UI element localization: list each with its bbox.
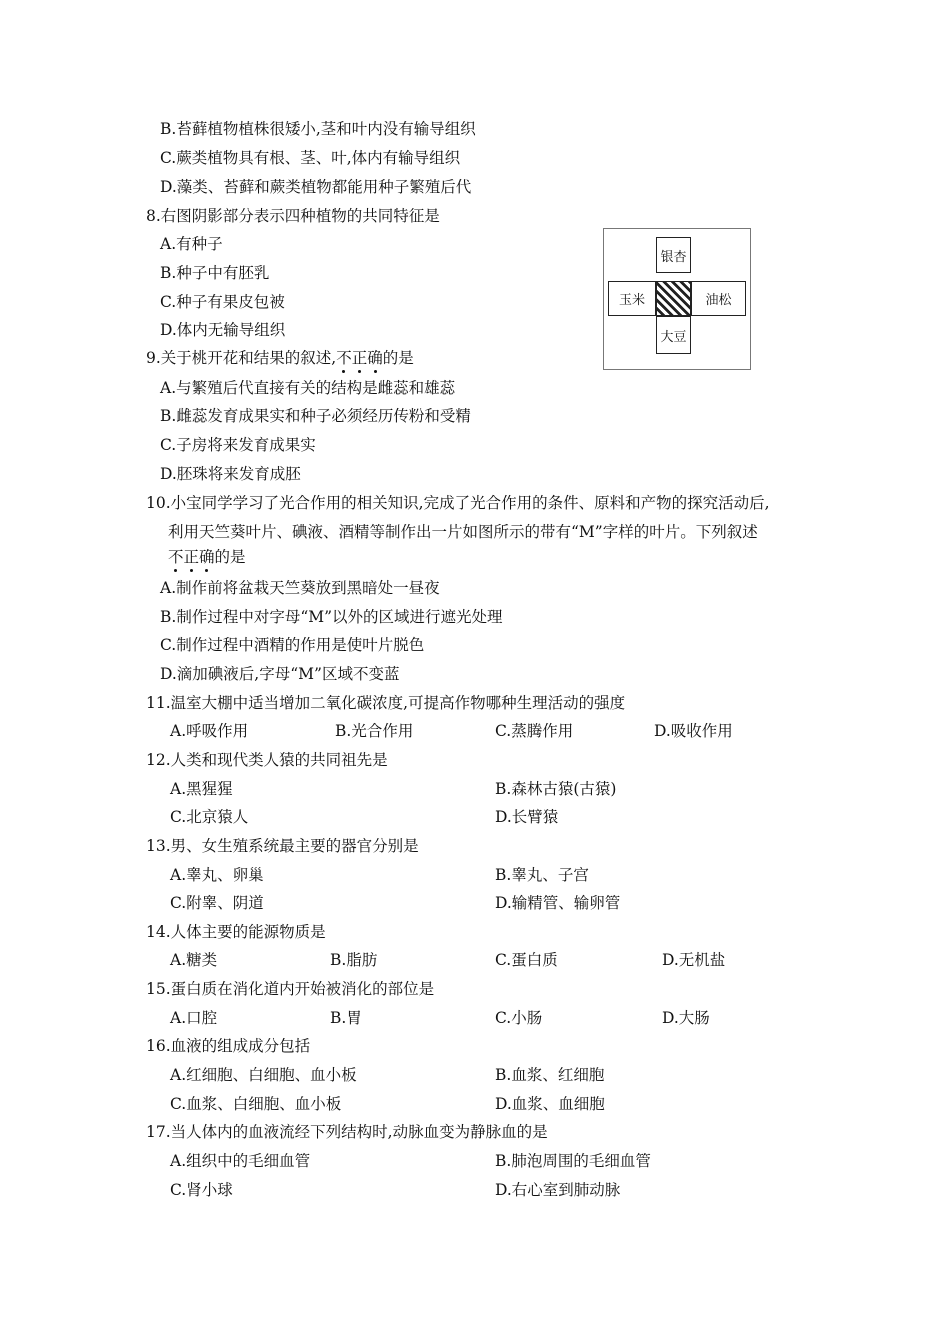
q14-option-a: A.糖类 [170,951,218,969]
q7-option-d: D.藻类、苔藓和蕨类植物都能用种子繁殖后代 [160,178,472,196]
q17-option-a: A.组织中的毛细血管 [170,1152,311,1170]
q10-option-b: B.制作过程中对字母“M”以外的区域进行遮光处理 [160,608,503,626]
q14-option-c: C.蛋白质 [495,951,558,969]
q11-option-c: C.蒸腾作用 [495,722,574,740]
q9-stem-post: 的是 [382,349,414,367]
q8-option-a: A.有种子 [160,235,223,253]
q10-stem-line3 [168,547,246,567]
q8-option-d: D.体内无输导组织 [160,321,286,339]
q10-stem-post: 的是 [214,548,246,566]
q14-option-d: D.无机盐 [662,951,726,969]
q11-option-d: D.吸收作用 [654,722,733,740]
plant-venn-figure [603,228,751,370]
figure-cell-bottom: 大豆 [656,316,691,354]
q15-option-c: C.小肠 [495,1009,543,1027]
emphasis-char: 确 [199,548,215,566]
q8-option-b: B.种子中有胚乳 [160,264,270,282]
q16-option-a: A.红细胞、白细胞、血小板 [170,1066,357,1084]
q13-option-c: C.附睾、阴道 [170,894,264,912]
emphasis-char: 正 [351,349,368,367]
q12-option-b: B.森林古猿(古猿) [495,780,617,798]
q8-stem: 8.右图阴影部分表示四种植物的共同特征是 [146,207,440,225]
q10-option-a: A.制作前将盆栽天竺葵放到黑暗处一昼夜 [160,579,440,597]
q13-option-b: B.睾丸、子宫 [495,866,589,884]
q10-stem-line2: 利用天竺葵叶片、碘液、酒精等制作出一片如图所示的带有“M”字样的叶片。下列叙述 [168,523,758,541]
q9-emphasis [336,349,383,367]
q17-option-d: D.右心室到肺动脉 [495,1181,621,1199]
q10-option-c: C.制作过程中酒精的作用是使叶片脱色 [160,636,425,654]
q9-option-b: B.雌蕊发育成果实和种子必须经历传粉和受精 [160,407,471,425]
q9-option-c: C.子房将来发育成果实 [160,436,316,454]
q9-option-d: D.胚珠将来发育成胚 [160,465,301,483]
emphasis-char: 不 [168,548,184,566]
figure-shaded-center [656,281,691,316]
q16-option-c: C.血浆、白细胞、血小板 [170,1095,342,1113]
q10-stem-line1: 10.小宝同学学习了光合作用的相关知识,完成了光合作用的条件、原料和产物的探究活动后, [146,494,770,512]
q12-option-d: D.长臂猿 [495,808,559,826]
q14-stem: 14.人体主要的能源物质是 [146,923,326,941]
emphasis-char: 确 [367,349,383,367]
q15-option-a: A.口腔 [170,1009,218,1027]
q9-stem [146,348,414,368]
q17-stem: 17.当人体内的血液流经下列结构时,动脉血变为静脉血的是 [146,1123,548,1141]
q8-option-c: C.种子有果皮包被 [160,293,285,311]
figure-cell-left: 玉米 [608,281,656,316]
q12-stem: 12.人类和现代类人猿的共同祖先是 [146,751,388,769]
q7-option-b: B.苔藓植物植株很矮小,茎和叶内没有输导组织 [160,120,476,138]
q16-option-d: D.血浆、血细胞 [495,1095,605,1113]
q17-option-b: B.肺泡周围的毛细血管 [495,1152,651,1170]
q16-option-b: B.血浆、红细胞 [495,1066,605,1084]
q15-option-d: D.大肠 [662,1009,710,1027]
q13-option-d: D.输精管、输卵管 [495,894,621,912]
figure-cell-top: 银杏 [656,237,691,273]
q13-option-a: A.睾丸、卵巢 [170,866,264,884]
q15-stem: 15.蛋白质在消化道内开始被消化的部位是 [146,980,435,998]
emphasis-char: 正 [183,548,200,566]
emphasis-char: 不 [336,349,352,367]
q11-option-a: A.呼吸作用 [170,722,249,740]
q15-option-b: B.胃 [330,1009,362,1027]
q17-option-c: C.肾小球 [170,1181,233,1199]
q16-stem: 16.血液的组成成分包括 [146,1037,311,1055]
q11-stem: 11.温室大棚中适当增加二氧化碳浓度,可提高作物哪种生理活动的强度 [146,694,626,712]
q12-option-a: A.黑猩猩 [170,780,233,798]
q13-stem: 13.男、女生殖系统最主要的器官分别是 [146,837,419,855]
q9-stem-pre: 9.关于桃开花和结果的叙述, [146,349,337,367]
q10-option-d: D.滴加碘液后,字母“M”区域不变蓝 [160,665,400,683]
q10-emphasis-text [168,548,215,566]
figure-cell-right: 油松 [691,281,746,316]
q9-option-a: A.与繁殖后代直接有关的结构是雌蕊和雄蕊 [160,379,456,397]
q12-option-c: C.北京猿人 [170,808,249,826]
q7-option-c: C.蕨类植物具有根、茎、叶,体内有输导组织 [160,149,461,167]
q14-option-b: B.脂肪 [330,951,378,969]
q9-emphasis-text [336,349,383,367]
q11-option-b: B.光合作用 [335,722,414,740]
